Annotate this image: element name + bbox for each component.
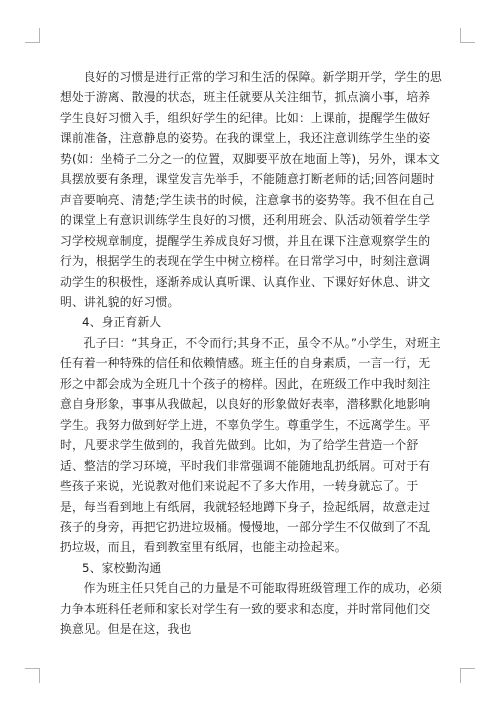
heading-home-school: 5、家校勤沟通 [82, 560, 162, 575]
crop-mark-bottom-right [460, 668, 475, 683]
crop-mark-top-right [460, 28, 475, 43]
paragraph-home-school: 作为班主任只凭自己的力量是不可能取得班级管理工作的成功，必须力争本班科任老师和家长对学生有一致的要求和态度，并时常同他们交换意见。但是在这，我也 [60, 581, 443, 637]
heading-lead-by-example: 4、身正育新人 [82, 315, 162, 330]
crop-mark-bottom-left [25, 668, 40, 683]
paragraph-lead-by-example: 孔子曰：“其身正，不令而行;其身不正，虽令不从。”小学生，对班主任有着一种特殊的信任和依赖情感。班主任的自身素质，一言一行，无形之中都会成为全班几十个孩子的榜样。因此，在班级工作中我时刻注意自身形象，事事从我做起，以良好的形象做好表率，潜移默化地影响学生。我努力做到好学上进，不辜负学生。尊重学生，不远离学生。平时，凡要求学生做到的，我首先做到。比如，为了给学生营造一个舒适、整洁的学习环境，平时我们非常强调不能随地乱扔纸屑。可对于有些孩子来说，光说教对他们来说起不了多大作用，一转身就忘了。于是，每当看到地上有纸屑，我就轻轻地蹲下身子，捡起纸屑，故意走过孩子的身旁，再把它扔进垃圾桶。慢慢地，一部分学生不仅做到了不乱扔垃圾，而且，看到教室里有纸屑，也能主动捡起来。 [60, 335, 441, 555]
document-body [60, 67, 442, 640]
crop-mark-top-left [25, 28, 40, 43]
paragraph-good-habits: 良好的习惯是进行正常的学习和生活的保障。新学期开学，学生的思想处于游离、散漫的状态，班主任就要从关注细节，抓点滴小事，培养学生良好习惯入手，组织好学生的纪律。比如：上课前，提醒学生做好课前准备，注意静息的姿势。在我的课堂上，我还注意训练学生坐的姿势(如：坐椅子二分之一的位置，双脚要平放在地面上等)，另外，课本文具摆放要有条理，课堂发言先举手，不能随意打断老师的话;回答问题时声音要响亮、清楚;学生读书的时候，注意拿书的姿势等。我不但在自己的课堂上有意识训练学生良好的习惯，还利用班会、队活动领着学生学习学校规章制度，提醒学生养成良好习惯，并且在课下注意观察学生的行为，根据学生的表现在学生中树立榜样。在日常学习中，时刻注意调动学生的积极性，逐渐养成认真听课、认真作业、下课好好休息、讲文明、讲礼貌的好习惯。 [60, 70, 443, 309]
